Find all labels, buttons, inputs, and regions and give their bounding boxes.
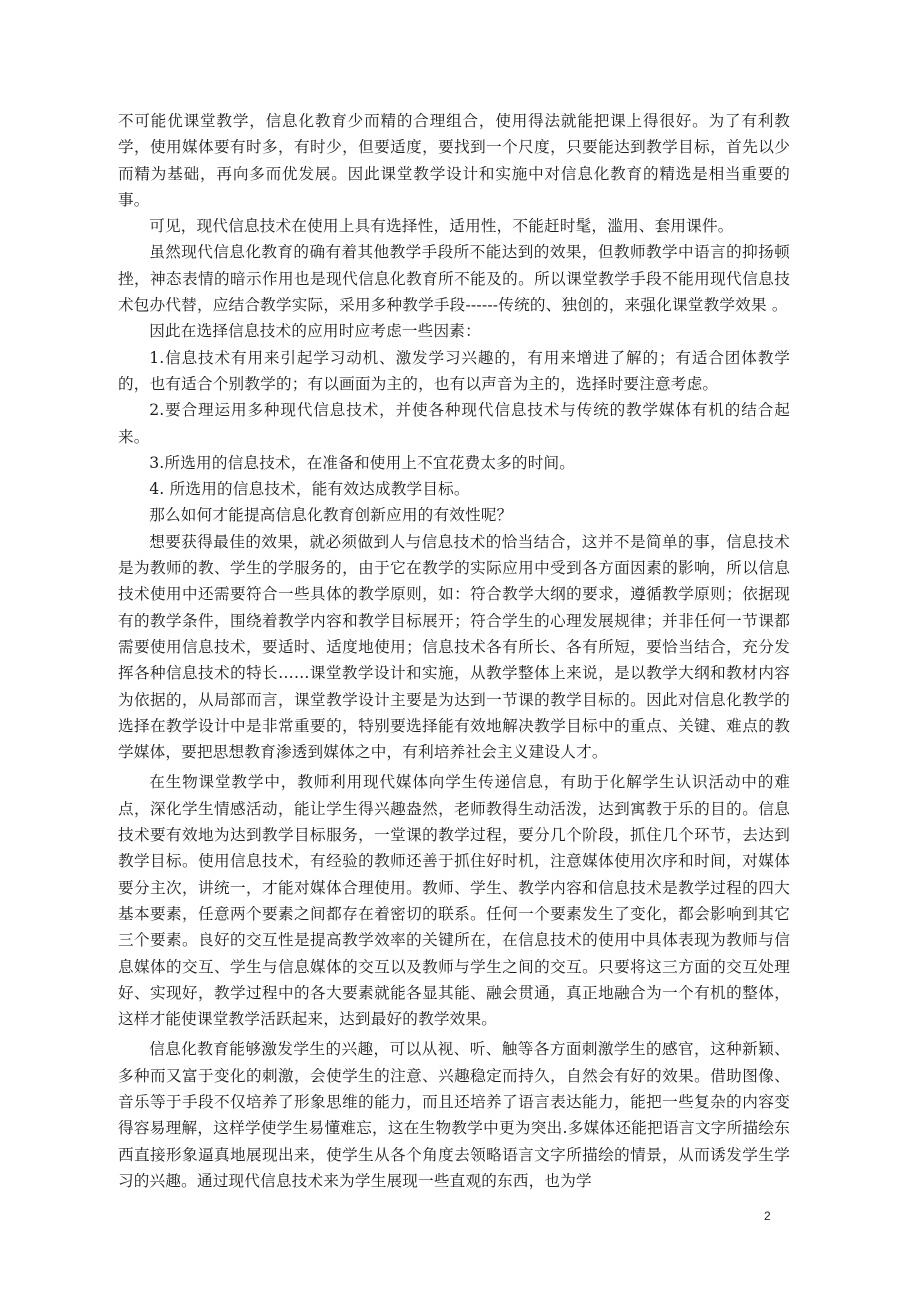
list-item: 1.信息技术有用来引起学习动机、激发学习兴趣的，有用来增进了解的；有适合团体教学的，也有适合个别教学的；有以画面为主的，也有以声音为主的，选择时要注意考虑。 bbox=[118, 348, 790, 393]
body-text bbox=[118, 108, 790, 1194]
page-number: 2 bbox=[764, 1209, 771, 1223]
list-item: 3.所选用的信息技术，在准备和使用上不宜花费太多的时间。 bbox=[149, 453, 576, 472]
paragraph: 想要获得最佳的效果，就必须做到人与信息技术的恰当结合，这并不是简单的事，信息技术是为教师的教、学生的学服务的，由于它在教学的实际应用中受到各方面因素的影响，所以信息技术使用中还需要符合一些具体的教学原则，如：符合教学大纲的要求，遵循教学原则；依据现有的教学条件，围绕着教学内容和教学目标展开；符合学生的心理发展规律；并非任何一节课都需要使用信息技术，要适时、适度地使用；信息技术各有所长、各有所短，要恰当结合，充分发挥各种信息技术的特长……课堂教学设计和实施，从教学整体上来说，是以教学大纲和教材内容为依据的，从局部而言，课堂教学设计主要是为达到一节课的教学目标的。因此对信息化教学的选择在教学设计中是非常重要的，特别要选择能有效地解决教学目标中的重点、关键、难点的教学媒体，要把思想教育渗透到媒体之中，有利培养社会主义建设人才。 bbox=[118, 532, 790, 762]
paragraph: 因此在选择信息技术的应用时应考虑一些因素： bbox=[149, 322, 481, 341]
list-item: 4. 所选用的信息技术，能有效达成教学目标。 bbox=[149, 480, 470, 499]
paragraph: 虽然现代信息化教育的确有着其他教学手段所不能达到的效果，但教师教学中语言的抑扬顿挫，神态表情的暗示作用也是现代信息化教育所不能及的。所以课堂教学手段不能用现代信息技术包办代替，应结合教学实际，采用多种教学手段------传统的、独创的，来强化课堂教学效果 。 bbox=[118, 243, 790, 315]
paragraph: 可见，现代信息技术在使用上具有选择性，适用性，不能赶时髦，滥用、套用课件。 bbox=[149, 217, 734, 236]
list-item: 2.要合理运用多种现代信息技术，并使各种现代信息技术与传统的教学媒体有机的结合起来。 bbox=[118, 401, 790, 446]
paragraph: 那么如何才能提高信息化教育创新应用的有效性呢？ bbox=[149, 506, 513, 525]
paragraph: 在生物课堂教学中，教师利用现代媒体向学生传递信息，有助于化解学生认识活动中的难点，深化学生情感活动，能让学生得兴趣盎然，老师教得生动活泼，达到寓教于乐的目的。信息技术要有效地为达到教学目标服务，一堂课的教学过程，要分几个阶段，抓住几个环节，去达到教学目标。使用信息技术，有经验的教师还善于抓住好时机，注意媒体使用次序和时间，对媒体要分主次，讲统一，才能对媒体合理使用。教师、学生、教学内容和信息技术是教学过程的四大基本要素，任意两个要素之间都存在着密切的联系。任何一个要素发生了变化，都会影响到其它三个要素。良好的交互性是提高教学效率的关键所在，在信息技术的使用中具体表现为教师与信息媒体的交互、学生与信息媒体的交互以及教师与学生之间的交互。只要将这三方面的交互处理好、实现好，教学过程中的各大要素就能各显其能、融会贯通，真正地融合为一个有机的整体，这样才能使课堂教学活跃起来，达到最好的教学效果。 bbox=[118, 773, 790, 1029]
paragraph: 信息化教育能够激发学生的兴趣，可以从视、听、触等各方面刺激学生的感官，这种新颖、多种而又富于变化的刺激，会使学生的注意、兴趣稳定而持久，自然会有好的效果。借助图像、音乐等于手段不仅培养了形象思维的能力，而且还培养了语言表达能力，能把一些复杂的内容变得容易理解，这样学使学生易懂难忘，这在生物教学中更为突出.多媒体还能把语言文字所描绘东西直接形象逼真地展现出来，使学生从各个角度去领略语言文字所描绘的情景，从而诱发学生学习的兴趣。通过现代信息技术来为学生展现一些直观的东西，也为学 bbox=[118, 1040, 790, 1190]
paragraph-continuation: 不可能优课堂教学，信息化教育少而精的合理组合，使用得法就能把课上得很好。为了有利教学，使用媒体要有时多，有时少，但要适度，要找到一个尺度，只要能达到教学目标，首先以少而精为基础，再向多而优发展。因此课堂教学设计和实施中对信息化教育的精选是相当重要的事。 bbox=[118, 112, 790, 209]
